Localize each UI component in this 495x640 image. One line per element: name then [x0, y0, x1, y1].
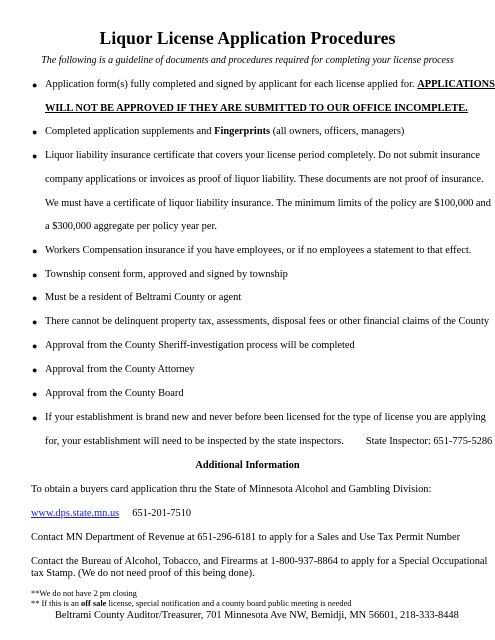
bullet-liquor-liability-line4: a $300,000 aggregate per policy year per.	[45, 221, 217, 232]
bullet-marker: ●	[32, 293, 38, 303]
bullet-marker: ●	[32, 413, 38, 423]
dps-phone: 651-201-7510	[132, 508, 192, 519]
bullet-liquor-liability-line2: company applications or invoices as proof of liquor liability. These documents are not proof of insurance.	[45, 174, 484, 185]
additional-info-heading: Additional Information	[195, 460, 300, 471]
bullet-marker: ●	[32, 151, 38, 161]
bullet-marker: ●	[32, 317, 38, 327]
bullet-text: Application form(s) fully completed and signed by applicant for each license applied for.	[45, 79, 418, 90]
bullet-marker: ●	[32, 270, 38, 280]
state-inspector-phone: State Inspector: 651-775-5286	[365, 436, 493, 447]
bullet-marker: ●	[32, 127, 38, 137]
bullet-application-forms-warning: WILL NOT BE APPROVED IF THEY ARE SUBMITTED TO OUR OFFICE INCOMPLETE.	[45, 103, 468, 114]
bullet-township-consent: Township consent form, approved and signed by township	[45, 269, 288, 280]
bullet-emphasis: APPLICATIONS	[417, 79, 495, 90]
bullet-marker: ●	[32, 341, 38, 351]
bullet-text: Completed application supplements and	[45, 126, 215, 137]
bullet-text: (all owners, officers, managers)	[270, 126, 405, 137]
bullet-sheriff-approval: Approval from the County Sheriff-investigation process will be completed	[45, 340, 355, 351]
note-off-sale	[31, 599, 352, 608]
page-title: Liquor License Application Procedures	[99, 28, 396, 48]
dps-website-link[interactable]: www.dps.state.mn.us	[31, 508, 120, 519]
note-text: license, special notification and a county board public meeting is needed	[106, 599, 352, 608]
bullet-marker: ●	[32, 246, 38, 256]
note-closing: **We do not have 2 pm closing	[31, 589, 137, 598]
bullet-inspection-line2	[45, 436, 492, 447]
note-text: ** If this is an	[31, 599, 82, 608]
bullet-attorney-approval: Approval from the County Attorney	[45, 364, 195, 375]
bullet-marker: ●	[32, 365, 38, 375]
bullet-application-forms	[45, 79, 495, 90]
note-bold: off sale	[81, 599, 107, 608]
page-subtitle: The following is a guideline of documents and procedures required for completing your license process	[41, 55, 454, 66]
bullet-marker: ●	[32, 80, 38, 90]
buyers-card-text: To obtain a buyers card application thru the State of Minnesota Alcohol and Gambling Division:	[31, 484, 432, 495]
bullet-supplements-fingerprints	[45, 126, 404, 137]
bullet-liquor-liability-line3: We must have a certificate of liquor liability insurance. The minimum limits of the policy are $100,000 and	[45, 198, 491, 209]
bullet-marker: ●	[32, 389, 38, 399]
bullet-liquor-liability-line1: Liquor liability insurance certificate that covers your license period completely. Do not submit insurance	[45, 150, 481, 161]
bullet-text: for, your establishment will need to be inspected by the state inspectors.	[45, 436, 344, 447]
bullet-inspection-line1: If your establishment is brand new and never before been licensed for the type of license you are applying	[45, 412, 486, 423]
bullet-workers-comp: Workers Compensation insurance if you have employees, or if no employees a statement to that effect.	[45, 245, 472, 256]
footer-contact: Beltrami County Auditor/Treasurer, 701 Minnesota Ave NW, Bemidji, MN 56601, 218-333-8448	[55, 610, 459, 621]
bullet-delinquent-tax: There cannot be delinquent property tax, assessments, disposal fees or other financial claims of the County	[45, 316, 490, 327]
bullet-bold: Fingerprints	[214, 126, 271, 137]
atf-text-line2: tax Stamp. (We do not need proof of this being done).	[31, 568, 255, 579]
bullet-board-approval: Approval from the County Board	[45, 388, 184, 399]
atf-text-line1: Contact the Bureau of Alcohol, Tobacco, and Firearms at 1-800-937-8864 to apply for a Special Occupational	[31, 556, 488, 567]
bullet-resident: Must be a resident of Beltrami County or agent	[45, 292, 242, 303]
revenue-text: Contact MN Department of Revenue at 651-296-6181 to apply for a Sales and Use Tax Permit Number	[31, 532, 461, 543]
link-row	[31, 508, 191, 519]
